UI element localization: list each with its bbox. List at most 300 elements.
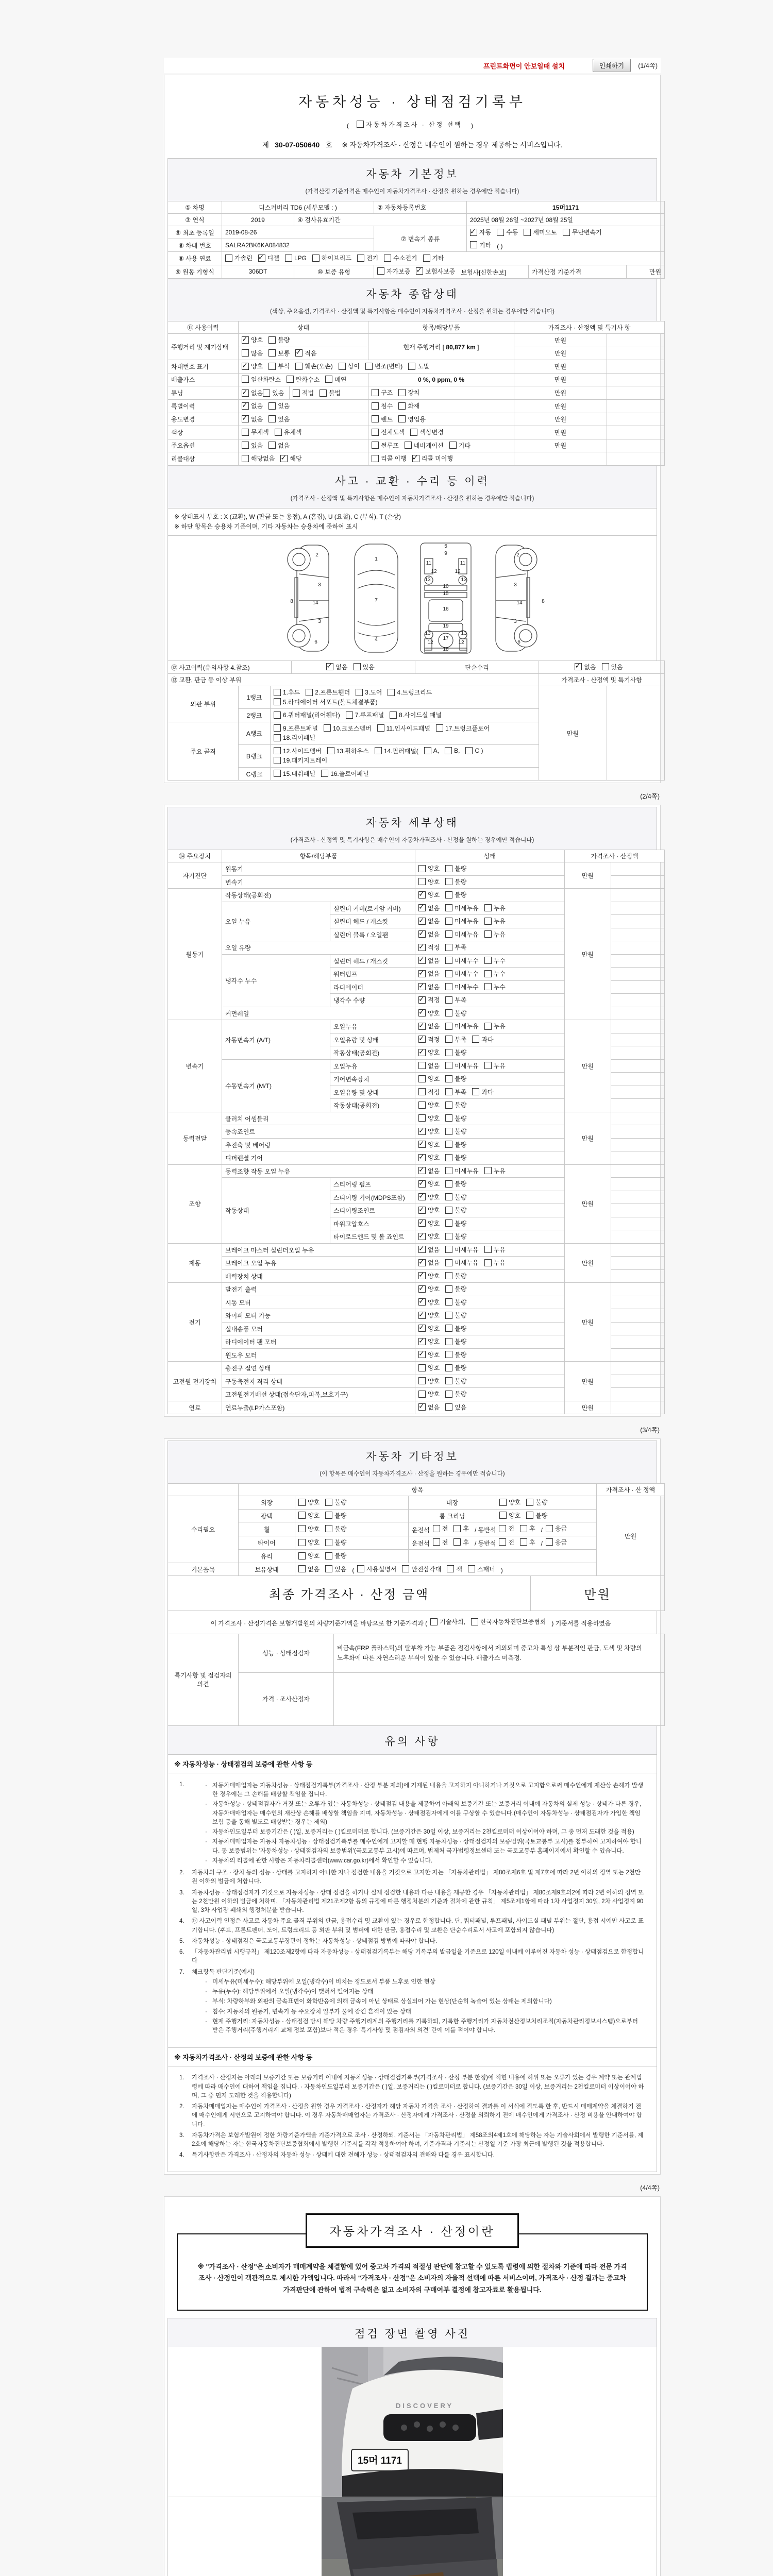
- checkbox-icon[interactable]: [472, 1036, 479, 1043]
- blank-cell[interactable]: [611, 1348, 665, 1362]
- checkbox-option[interactable]: [445, 864, 466, 873]
- blank-cell[interactable]: [611, 1309, 665, 1323]
- checkbox-icon[interactable]: [418, 1075, 426, 1082]
- blank-cell[interactable]: [607, 686, 665, 781]
- checkbox-option[interactable]: [408, 362, 429, 370]
- checkbox-icon[interactable]: [268, 336, 276, 344]
- checkbox-option[interactable]: [295, 362, 332, 370]
- checkbox-option[interactable]: [484, 904, 506, 912]
- checkbox-option[interactable]: [418, 1311, 440, 1319]
- checkbox-option[interactable]: [445, 1114, 466, 1123]
- checkbox-option[interactable]: [499, 1498, 520, 1506]
- checkbox-icon[interactable]: [453, 1525, 461, 1532]
- checkbox-icon[interactable]: [472, 1088, 479, 1095]
- checkbox-option[interactable]: [287, 375, 320, 384]
- checkbox-option[interactable]: [418, 1193, 440, 1201]
- checkbox-icon[interactable]: [445, 1338, 452, 1345]
- checkbox-option[interactable]: [324, 724, 372, 733]
- blank-cell[interactable]: [611, 1243, 665, 1257]
- checkbox-option[interactable]: [357, 1565, 396, 1573]
- blank-cell[interactable]: [611, 968, 665, 981]
- blank-cell[interactable]: [611, 1125, 665, 1139]
- checkbox-icon[interactable]: [418, 1128, 426, 1135]
- checkbox-option[interactable]: [418, 890, 440, 899]
- checkbox-icon[interactable]: [418, 1141, 426, 1148]
- checkbox-icon[interactable]: [274, 734, 281, 741]
- checkbox-icon[interactable]: [298, 1525, 306, 1532]
- print-install-note[interactable]: 프린트화면이 안보일때 설치: [483, 62, 565, 70]
- checkbox-option[interactable]: [484, 1258, 506, 1267]
- checkbox-option[interactable]: [402, 1565, 441, 1573]
- blank-cell[interactable]: [607, 386, 665, 400]
- checkbox-icon[interactable]: [287, 376, 294, 383]
- checkbox-icon[interactable]: [398, 402, 406, 410]
- checkbox-icon[interactable]: [274, 747, 281, 754]
- checkbox-icon[interactable]: [445, 1036, 452, 1043]
- checkbox-option[interactable]: [445, 956, 478, 965]
- checkbox-icon[interactable]: [275, 429, 282, 436]
- checkbox-icon[interactable]: [418, 1391, 426, 1398]
- blank-cell[interactable]: [611, 1257, 665, 1270]
- blank-cell[interactable]: [611, 994, 665, 1007]
- checkbox-icon[interactable]: [388, 689, 395, 696]
- checkbox-icon[interactable]: [497, 229, 504, 236]
- checkbox-option[interactable]: [418, 904, 440, 912]
- checkbox-option[interactable]: [298, 1511, 320, 1520]
- checkbox-option[interactable]: [418, 864, 440, 873]
- checkbox-icon[interactable]: [436, 724, 443, 732]
- blank-cell[interactable]: [607, 426, 665, 439]
- checkbox-option[interactable]: [274, 698, 378, 706]
- checkbox-option[interactable]: [484, 969, 506, 978]
- appraiser-opinion-text[interactable]: [334, 1672, 665, 1725]
- checkbox-option[interactable]: [274, 710, 340, 719]
- blank-cell[interactable]: [611, 1112, 665, 1125]
- checkbox-icon[interactable]: [416, 267, 423, 275]
- checkbox-icon[interactable]: [445, 1088, 452, 1095]
- checkbox-icon[interactable]: [445, 1207, 452, 1214]
- checkbox-option[interactable]: [418, 917, 440, 925]
- checkbox-option[interactable]: [546, 1538, 567, 1547]
- checkbox-option[interactable]: [520, 1524, 535, 1533]
- checkbox-option[interactable]: [445, 1219, 466, 1228]
- checkbox-icon[interactable]: [398, 389, 406, 396]
- blank-cell[interactable]: [611, 1086, 665, 1099]
- checkbox-icon[interactable]: [445, 1023, 452, 1030]
- blank-cell[interactable]: [611, 1375, 665, 1388]
- checkbox-option[interactable]: [430, 1617, 465, 1626]
- checkbox-option[interactable]: [484, 1166, 506, 1175]
- checkbox-option[interactable]: [418, 877, 440, 886]
- checkbox-icon[interactable]: [418, 1167, 426, 1174]
- checkbox-option[interactable]: [445, 1272, 466, 1280]
- checkbox-option[interactable]: [445, 917, 478, 925]
- checkbox-icon[interactable]: [465, 747, 473, 754]
- checkbox-icon[interactable]: [242, 455, 249, 462]
- checkbox-icon[interactable]: [325, 1552, 332, 1560]
- checkbox-icon[interactable]: [268, 402, 276, 410]
- checkbox-icon[interactable]: [280, 455, 288, 462]
- checkbox-option[interactable]: [398, 415, 426, 423]
- checkbox-icon[interactable]: [418, 1219, 426, 1227]
- checkbox-option[interactable]: [445, 1035, 466, 1044]
- checkbox-icon[interactable]: [408, 363, 415, 370]
- checkbox-option[interactable]: [285, 255, 307, 262]
- checkbox-icon[interactable]: [470, 229, 477, 236]
- checkbox-icon[interactable]: [418, 1193, 426, 1200]
- checkbox-icon[interactable]: [445, 1141, 452, 1148]
- checkbox-icon[interactable]: [372, 455, 379, 462]
- checkbox-icon[interactable]: [445, 1062, 452, 1069]
- checkbox-icon[interactable]: [445, 1154, 452, 1161]
- checkbox-option[interactable]: [526, 1498, 547, 1506]
- checkbox-icon[interactable]: [268, 349, 276, 357]
- checkbox-icon[interactable]: [274, 770, 281, 777]
- checkbox-option[interactable]: [499, 1511, 520, 1520]
- blank-cell[interactable]: [611, 1138, 665, 1151]
- checkbox-option[interactable]: [470, 241, 491, 249]
- checkbox-icon[interactable]: [484, 957, 492, 964]
- checkbox-icon[interactable]: [418, 996, 426, 1004]
- checkbox-option[interactable]: [445, 969, 478, 978]
- checkbox-option[interactable]: [484, 982, 506, 991]
- checkbox-option[interactable]: [445, 1048, 466, 1057]
- checkbox-option[interactable]: [418, 1074, 440, 1083]
- blank-cell[interactable]: [611, 1073, 665, 1086]
- checkbox-option[interactable]: [388, 688, 432, 697]
- checkbox-option[interactable]: [423, 253, 444, 262]
- checkbox-icon[interactable]: [242, 415, 249, 422]
- checkbox-icon[interactable]: [418, 1272, 426, 1279]
- checkbox-icon[interactable]: [326, 663, 333, 670]
- checkbox-icon[interactable]: [298, 1552, 306, 1560]
- checkbox-icon[interactable]: [372, 402, 379, 410]
- checkbox-option[interactable]: [445, 747, 460, 754]
- checkbox-icon[interactable]: [445, 865, 452, 872]
- checkbox-option[interactable]: [484, 956, 506, 965]
- checkbox-option[interactable]: [405, 441, 444, 450]
- checkbox-option[interactable]: [375, 747, 418, 755]
- checkbox-icon[interactable]: [546, 1538, 553, 1546]
- blank-cell[interactable]: [607, 439, 665, 452]
- checkbox-option[interactable]: [268, 441, 290, 450]
- checkbox-icon[interactable]: [372, 442, 379, 449]
- checkbox-icon[interactable]: [520, 1525, 527, 1532]
- checkbox-icon[interactable]: [484, 930, 492, 938]
- checkbox-icon[interactable]: [285, 255, 292, 262]
- checkbox-icon[interactable]: [499, 1499, 507, 1506]
- checkbox-option[interactable]: [418, 1127, 440, 1136]
- checkbox-icon[interactable]: [418, 1207, 426, 1214]
- checkbox-icon[interactable]: [410, 429, 417, 436]
- checkbox-icon[interactable]: [445, 1298, 452, 1306]
- checkbox-option[interactable]: [418, 1258, 440, 1267]
- checkbox-icon[interactable]: [418, 957, 426, 964]
- blank-cell[interactable]: [611, 889, 665, 902]
- checkbox-option[interactable]: [484, 930, 506, 939]
- checkbox-option[interactable]: [445, 1022, 478, 1030]
- checkbox-icon[interactable]: [520, 1538, 527, 1546]
- checkbox-icon[interactable]: [418, 1062, 426, 1069]
- checkbox-icon[interactable]: [225, 255, 232, 262]
- checkbox-option[interactable]: [390, 710, 442, 719]
- blank-cell[interactable]: [611, 1269, 665, 1283]
- blank-cell[interactable]: [611, 1020, 665, 1033]
- checkbox-icon[interactable]: [418, 1246, 426, 1253]
- checkbox-option[interactable]: [225, 253, 253, 262]
- checkbox-icon[interactable]: [268, 415, 276, 422]
- checkbox-icon[interactable]: [445, 970, 452, 977]
- blank-cell[interactable]: [611, 1033, 665, 1046]
- checkbox-option[interactable]: [377, 267, 410, 276]
- checkbox-icon[interactable]: [325, 1512, 332, 1519]
- checkbox-icon[interactable]: [499, 1538, 506, 1546]
- checkbox-option[interactable]: [327, 747, 369, 755]
- checkbox-option[interactable]: [445, 995, 466, 1004]
- checkbox-option[interactable]: [445, 1127, 466, 1136]
- checkbox-option[interactable]: [356, 688, 382, 697]
- checkbox-option[interactable]: [465, 747, 483, 754]
- checkbox-option[interactable]: [484, 1022, 506, 1030]
- checkbox-option[interactable]: [372, 441, 399, 450]
- blank-cell[interactable]: [611, 902, 665, 915]
- checkbox-icon[interactable]: [418, 1114, 426, 1122]
- checkbox-icon[interactable]: [384, 255, 391, 262]
- checkbox-option[interactable]: [418, 1061, 440, 1070]
- blank-cell[interactable]: [611, 1178, 665, 1191]
- checkbox-option[interactable]: [372, 401, 393, 410]
- checkbox-icon[interactable]: [418, 904, 426, 911]
- checkbox-option[interactable]: [242, 454, 275, 463]
- checkbox-icon[interactable]: [424, 747, 431, 754]
- checkbox-option[interactable]: [357, 120, 462, 129]
- checkbox-option[interactable]: [445, 1337, 466, 1346]
- checkbox-icon[interactable]: [418, 1285, 426, 1293]
- checkbox-option[interactable]: [298, 1551, 320, 1560]
- checkbox-icon[interactable]: [405, 442, 412, 449]
- checkbox-option[interactable]: [325, 375, 346, 384]
- checkbox-icon[interactable]: [602, 663, 609, 670]
- checkbox-icon[interactable]: [268, 442, 276, 449]
- checkbox-option[interactable]: [280, 454, 301, 463]
- checkbox-option[interactable]: [293, 388, 314, 397]
- checkbox-option[interactable]: [372, 428, 405, 436]
- checkbox-option[interactable]: [372, 388, 393, 397]
- checkbox-option[interactable]: [445, 1324, 466, 1333]
- checkbox-option[interactable]: [418, 1272, 440, 1280]
- checkbox-icon[interactable]: [418, 1023, 426, 1030]
- checkbox-icon[interactable]: [418, 1088, 426, 1095]
- checkbox-icon[interactable]: [445, 904, 452, 911]
- checkbox-icon[interactable]: [499, 1525, 506, 1532]
- checkbox-option[interactable]: [298, 1498, 320, 1506]
- blank-cell[interactable]: [611, 1164, 665, 1178]
- checkbox-icon[interactable]: [356, 689, 363, 696]
- checkbox-option[interactable]: [453, 1538, 469, 1547]
- checkbox-icon[interactable]: [445, 1391, 452, 1398]
- checkbox-icon[interactable]: [445, 957, 452, 964]
- checkbox-option[interactable]: [445, 1363, 466, 1372]
- checkbox-icon[interactable]: [445, 918, 452, 925]
- checkbox-icon[interactable]: [445, 1180, 452, 1188]
- checkbox-option[interactable]: [546, 1524, 567, 1533]
- checkbox-icon[interactable]: [445, 1403, 452, 1411]
- checkbox-option[interactable]: [418, 956, 440, 965]
- checkbox-icon[interactable]: [418, 1403, 426, 1411]
- checkbox-icon[interactable]: [242, 376, 249, 383]
- checkbox-option[interactable]: [372, 415, 393, 423]
- checkbox-option[interactable]: [433, 1524, 448, 1533]
- blank-cell[interactable]: [607, 400, 665, 413]
- checkbox-icon[interactable]: [418, 1298, 426, 1306]
- checkbox-icon[interactable]: [470, 241, 477, 248]
- checkbox-icon[interactable]: [445, 1101, 452, 1109]
- checkbox-option[interactable]: [445, 1377, 466, 1385]
- checkbox-option[interactable]: [325, 1524, 346, 1533]
- checkbox-icon[interactable]: [298, 1565, 306, 1572]
- checkbox-option[interactable]: [325, 1565, 346, 1573]
- checkbox-icon[interactable]: [418, 1338, 426, 1345]
- blank-cell[interactable]: [607, 413, 665, 426]
- checkbox-option[interactable]: [445, 877, 466, 886]
- checkbox-option[interactable]: [445, 1100, 466, 1109]
- checkbox-icon[interactable]: [445, 1075, 452, 1082]
- checkbox-option[interactable]: [398, 401, 419, 410]
- checkbox-icon[interactable]: [526, 1512, 533, 1519]
- checkbox-option[interactable]: [365, 362, 402, 370]
- checkbox-option[interactable]: [418, 1100, 440, 1109]
- checkbox-option[interactable]: [263, 388, 284, 397]
- checkbox-option[interactable]: [433, 1538, 448, 1547]
- checkbox-option[interactable]: [325, 1538, 346, 1547]
- checkbox-option[interactable]: [258, 253, 279, 262]
- checkbox-icon[interactable]: [484, 1167, 492, 1174]
- checkbox-icon[interactable]: [357, 121, 364, 128]
- checkbox-option[interactable]: [320, 388, 341, 397]
- blank-cell[interactable]: [611, 1046, 665, 1060]
- checkbox-icon[interactable]: [242, 442, 249, 449]
- checkbox-option[interactable]: [484, 917, 506, 925]
- checkbox-option[interactable]: [418, 1219, 440, 1228]
- checkbox-icon[interactable]: [418, 891, 426, 899]
- checkbox-option[interactable]: [453, 1524, 469, 1533]
- checkbox-option[interactable]: [268, 335, 290, 344]
- blank-cell[interactable]: [611, 1283, 665, 1296]
- checkbox-option[interactable]: [418, 1389, 440, 1398]
- blank-cell[interactable]: [611, 875, 665, 889]
- blank-cell[interactable]: [514, 452, 607, 466]
- checkbox-option[interactable]: [445, 1009, 466, 1018]
- checkbox-icon[interactable]: [563, 229, 570, 236]
- checkbox-icon[interactable]: [321, 770, 328, 777]
- checkbox-option[interactable]: [424, 747, 439, 754]
- checkbox-option[interactable]: [275, 428, 302, 436]
- checkbox-icon[interactable]: [468, 1565, 475, 1572]
- checkbox-icon[interactable]: [445, 891, 452, 899]
- checkbox-icon[interactable]: [445, 1049, 452, 1056]
- checkbox-icon[interactable]: [298, 1539, 306, 1546]
- checkbox-icon[interactable]: [445, 1128, 452, 1135]
- checkbox-option[interactable]: [242, 415, 263, 423]
- checkbox-icon[interactable]: [339, 363, 346, 370]
- checkbox-icon[interactable]: [325, 1565, 332, 1572]
- checkbox-icon[interactable]: [390, 711, 397, 719]
- checkbox-option[interactable]: [418, 930, 440, 939]
- checkbox-option[interactable]: [298, 1565, 320, 1573]
- checkbox-icon[interactable]: [306, 689, 313, 696]
- blank-cell[interactable]: [611, 915, 665, 928]
- checkbox-icon[interactable]: [418, 878, 426, 885]
- checkbox-icon[interactable]: [372, 389, 379, 396]
- checkbox-option[interactable]: [298, 1524, 320, 1533]
- checkbox-option[interactable]: [445, 1298, 466, 1307]
- blank-cell[interactable]: [607, 360, 665, 374]
- blank-cell[interactable]: [611, 1007, 665, 1020]
- checkbox-option[interactable]: [268, 401, 290, 410]
- checkbox-option[interactable]: [346, 710, 384, 719]
- checkbox-option[interactable]: [526, 1511, 547, 1520]
- checkbox-option[interactable]: [445, 1245, 478, 1254]
- checkbox-icon[interactable]: [258, 255, 265, 262]
- checkbox-option[interactable]: [242, 335, 263, 344]
- checkbox-option[interactable]: [418, 1284, 440, 1293]
- checkbox-icon[interactable]: [293, 389, 300, 397]
- blank-cell[interactable]: [611, 862, 665, 876]
- checkbox-icon[interactable]: [445, 747, 452, 754]
- checkbox-option[interactable]: [472, 1035, 493, 1044]
- checkbox-icon[interactable]: [418, 1325, 426, 1332]
- blank-cell[interactable]: [611, 1191, 665, 1204]
- checkbox-icon[interactable]: [418, 1154, 426, 1161]
- blank-cell[interactable]: [611, 1362, 665, 1375]
- checkbox-icon[interactable]: [298, 1499, 306, 1506]
- checkbox-icon[interactable]: [377, 267, 384, 275]
- blank-cell[interactable]: [611, 980, 665, 994]
- checkbox-option[interactable]: [268, 362, 290, 370]
- checkbox-option[interactable]: [445, 1206, 466, 1214]
- checkbox-option[interactable]: [306, 688, 350, 697]
- checkbox-icon[interactable]: [418, 1351, 426, 1358]
- checkbox-option[interactable]: [295, 349, 316, 358]
- checkbox-icon[interactable]: [354, 663, 361, 670]
- checkbox-option[interactable]: [499, 1538, 514, 1547]
- checkbox-icon[interactable]: [320, 389, 327, 397]
- checkbox-option[interactable]: [418, 982, 440, 991]
- checkbox-icon[interactable]: [412, 455, 419, 462]
- checkbox-option[interactable]: [471, 1617, 546, 1626]
- checkbox-option[interactable]: [445, 1153, 466, 1162]
- checkbox-icon[interactable]: [402, 1565, 409, 1572]
- checkbox-icon[interactable]: [242, 349, 249, 357]
- checkbox-option[interactable]: [445, 1232, 466, 1241]
- checkbox-option[interactable]: [321, 769, 369, 778]
- checkbox-option[interactable]: [499, 1524, 514, 1533]
- checkbox-icon[interactable]: [445, 944, 452, 951]
- checkbox-option[interactable]: [339, 362, 360, 370]
- checkbox-option[interactable]: [418, 1035, 440, 1044]
- checkbox-icon[interactable]: [445, 1259, 452, 1266]
- checkbox-option[interactable]: [242, 428, 269, 436]
- checkbox-option[interactable]: [418, 1140, 440, 1149]
- checkbox-option[interactable]: [325, 1511, 346, 1520]
- blank-cell[interactable]: [607, 334, 665, 347]
- checkbox-icon[interactable]: [263, 389, 270, 397]
- checkbox-option[interactable]: [242, 401, 263, 410]
- checkbox-icon[interactable]: [418, 1259, 426, 1266]
- checkbox-icon[interactable]: [375, 747, 382, 754]
- checkbox-option[interactable]: [242, 349, 263, 358]
- checkbox-option[interactable]: [325, 1498, 346, 1506]
